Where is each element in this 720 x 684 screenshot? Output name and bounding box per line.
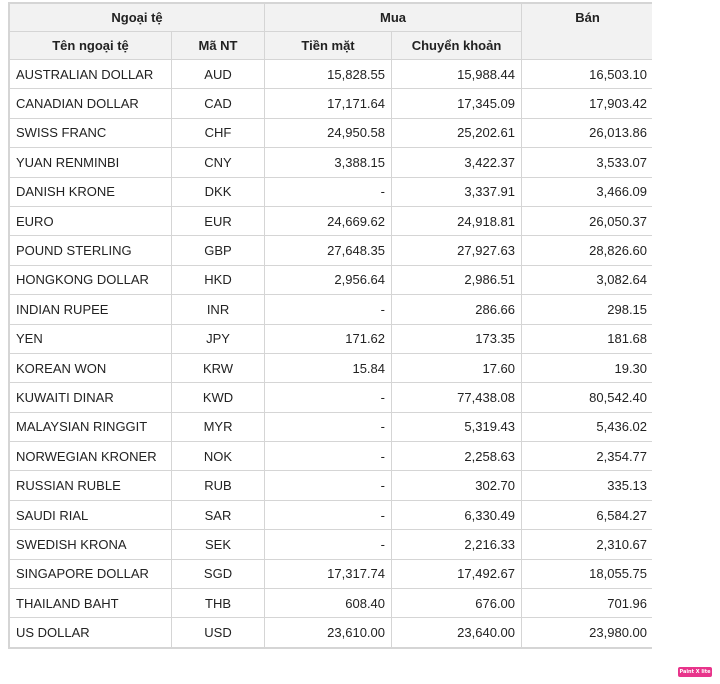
table-row — [10, 353, 654, 382]
sell-cell: 335.13 — [522, 471, 654, 500]
table-row — [10, 60, 654, 89]
currency-name-cell: YEN — [10, 324, 172, 353]
table-body — [10, 60, 654, 648]
sell-cell: 181.68 — [522, 324, 654, 353]
currency-code-cell: KRW — [172, 353, 265, 382]
sell-cell: 28,826.60 — [522, 236, 654, 265]
sell-cell: 701.96 — [522, 589, 654, 618]
table-row — [10, 206, 654, 235]
table-row — [10, 559, 654, 588]
transfer-buy-cell: 3,337.91 — [392, 177, 522, 206]
currency-name-cell: POUND STERLING — [10, 236, 172, 265]
currency-code-cell: THB — [172, 589, 265, 618]
exchange-rate-table — [9, 3, 654, 648]
sell-cell: 16,503.10 — [522, 60, 654, 89]
table-row — [10, 324, 654, 353]
sell-cell: 298.15 — [522, 295, 654, 324]
currency-code-cell: DKK — [172, 177, 265, 206]
transfer-buy-cell: 25,202.61 — [392, 118, 522, 147]
cash-buy-cell: 17,171.64 — [265, 89, 392, 118]
cash-buy-cell: 15.84 — [265, 353, 392, 382]
currency-name-cell: YUAN RENMINBI — [10, 148, 172, 177]
table-row — [10, 442, 654, 471]
currency-name-cell: DANISH KRONE — [10, 177, 172, 206]
table-row — [10, 295, 654, 324]
transfer-buy-cell: 17.60 — [392, 353, 522, 382]
transfer-buy-cell: 24,918.81 — [392, 206, 522, 235]
sell-cell: 17,903.42 — [522, 89, 654, 118]
cash-buy-cell: 24,669.62 — [265, 206, 392, 235]
table-row — [10, 177, 654, 206]
sell-cell: 26,013.86 — [522, 118, 654, 147]
header-cash: Tiền mặt — [265, 32, 392, 60]
cash-buy-cell: - — [265, 442, 392, 471]
currency-code-cell: EUR — [172, 206, 265, 235]
currency-code-cell: CAD — [172, 89, 265, 118]
sell-cell: 2,354.77 — [522, 442, 654, 471]
table-row — [10, 383, 654, 412]
currency-name-cell: SAUDI RIAL — [10, 500, 172, 529]
sell-cell: 5,436.02 — [522, 412, 654, 441]
table-row — [10, 412, 654, 441]
transfer-buy-cell: 2,986.51 — [392, 265, 522, 294]
sell-cell: 26,050.37 — [522, 206, 654, 235]
currency-code-cell: AUD — [172, 60, 265, 89]
right-margin — [652, 0, 720, 684]
cash-buy-cell: - — [265, 500, 392, 529]
currency-name-cell: EURO — [10, 206, 172, 235]
cash-buy-cell: - — [265, 177, 392, 206]
currency-code-cell: KWD — [172, 383, 265, 412]
transfer-buy-cell: 6,330.49 — [392, 500, 522, 529]
header-currency-name: Tên ngoại tệ — [10, 32, 172, 60]
currency-name-cell: SWEDISH KRONA — [10, 530, 172, 559]
sell-cell: 3,533.07 — [522, 148, 654, 177]
cash-buy-cell: 24,950.58 — [265, 118, 392, 147]
sell-cell: 80,542.40 — [522, 383, 654, 412]
cash-buy-cell: - — [265, 530, 392, 559]
transfer-buy-cell: 23,640.00 — [392, 618, 522, 647]
currency-name-cell: CANADIAN DOLLAR — [10, 89, 172, 118]
transfer-buy-cell: 77,438.08 — [392, 383, 522, 412]
header-row-groups — [10, 4, 654, 32]
cash-buy-cell: - — [265, 471, 392, 500]
cash-buy-cell: - — [265, 295, 392, 324]
table-row — [10, 500, 654, 529]
table-row — [10, 148, 654, 177]
currency-name-cell: SWISS FRANC — [10, 118, 172, 147]
transfer-buy-cell: 5,319.43 — [392, 412, 522, 441]
currency-code-cell: CHF — [172, 118, 265, 147]
transfer-buy-cell: 302.70 — [392, 471, 522, 500]
currency-code-cell: NOK — [172, 442, 265, 471]
table-row — [10, 265, 654, 294]
table-row — [10, 236, 654, 265]
currency-name-cell: US DOLLAR — [10, 618, 172, 647]
transfer-buy-cell: 17,492.67 — [392, 559, 522, 588]
header-buy-group: Mua — [265, 4, 522, 32]
sell-cell: 2,310.67 — [522, 530, 654, 559]
sell-cell: 3,082.64 — [522, 265, 654, 294]
exchange-rate-table-container — [8, 2, 654, 649]
transfer-buy-cell: 676.00 — [392, 589, 522, 618]
currency-code-cell: HKD — [172, 265, 265, 294]
currency-name-cell: KUWAITI DINAR — [10, 383, 172, 412]
header-sell: Bán — [522, 4, 654, 60]
transfer-buy-cell: 3,422.37 — [392, 148, 522, 177]
cash-buy-cell: 23,610.00 — [265, 618, 392, 647]
transfer-buy-cell: 17,345.09 — [392, 89, 522, 118]
cash-buy-cell: 27,648.35 — [265, 236, 392, 265]
table-row — [10, 471, 654, 500]
currency-name-cell: RUSSIAN RUBLE — [10, 471, 172, 500]
cash-buy-cell: 171.62 — [265, 324, 392, 353]
currency-code-cell: JPY — [172, 324, 265, 353]
currency-name-cell: THAILAND BAHT — [10, 589, 172, 618]
sell-cell: 3,466.09 — [522, 177, 654, 206]
cash-buy-cell: 15,828.55 — [265, 60, 392, 89]
currency-name-cell: KOREAN WON — [10, 353, 172, 382]
currency-name-cell: SINGAPORE DOLLAR — [10, 559, 172, 588]
table-row — [10, 589, 654, 618]
table-row — [10, 618, 654, 647]
cash-buy-cell: - — [265, 412, 392, 441]
paint-x-lite-watermark: Paint X lite — [679, 669, 711, 675]
cash-buy-cell: 608.40 — [265, 589, 392, 618]
currency-code-cell: SAR — [172, 500, 265, 529]
currency-name-cell: AUSTRALIAN DOLLAR — [10, 60, 172, 89]
currency-code-cell: CNY — [172, 148, 265, 177]
currency-code-cell: INR — [172, 295, 265, 324]
currency-code-cell: MYR — [172, 412, 265, 441]
table-header — [10, 4, 654, 60]
transfer-buy-cell: 15,988.44 — [392, 60, 522, 89]
header-currency-code: Mã NT — [172, 32, 265, 60]
transfer-buy-cell: 2,258.63 — [392, 442, 522, 471]
currency-name-cell: MALAYSIAN RINGGIT — [10, 412, 172, 441]
currency-code-cell: USD — [172, 618, 265, 647]
sell-cell: 6,584.27 — [522, 500, 654, 529]
currency-code-cell: GBP — [172, 236, 265, 265]
currency-code-cell: SEK — [172, 530, 265, 559]
cash-buy-cell: 2,956.64 — [265, 265, 392, 294]
transfer-buy-cell: 2,216.33 — [392, 530, 522, 559]
currency-code-cell: SGD — [172, 559, 265, 588]
header-currency-group: Ngoại tệ — [10, 4, 265, 32]
table-row — [10, 89, 654, 118]
table-row — [10, 118, 654, 147]
transfer-buy-cell: 173.35 — [392, 324, 522, 353]
sell-cell: 23,980.00 — [522, 618, 654, 647]
transfer-buy-cell: 286.66 — [392, 295, 522, 324]
cash-buy-cell: 3,388.15 — [265, 148, 392, 177]
currency-name-cell: INDIAN RUPEE — [10, 295, 172, 324]
sell-cell: 18,055.75 — [522, 559, 654, 588]
table-row — [10, 530, 654, 559]
header-transfer: Chuyển khoản — [392, 32, 522, 60]
cash-buy-cell: - — [265, 383, 392, 412]
cash-buy-cell: 17,317.74 — [265, 559, 392, 588]
currency-code-cell: RUB — [172, 471, 265, 500]
currency-name-cell: HONGKONG DOLLAR — [10, 265, 172, 294]
transfer-buy-cell: 27,927.63 — [392, 236, 522, 265]
sell-cell: 19.30 — [522, 353, 654, 382]
currency-name-cell: NORWEGIAN KRONER — [10, 442, 172, 471]
